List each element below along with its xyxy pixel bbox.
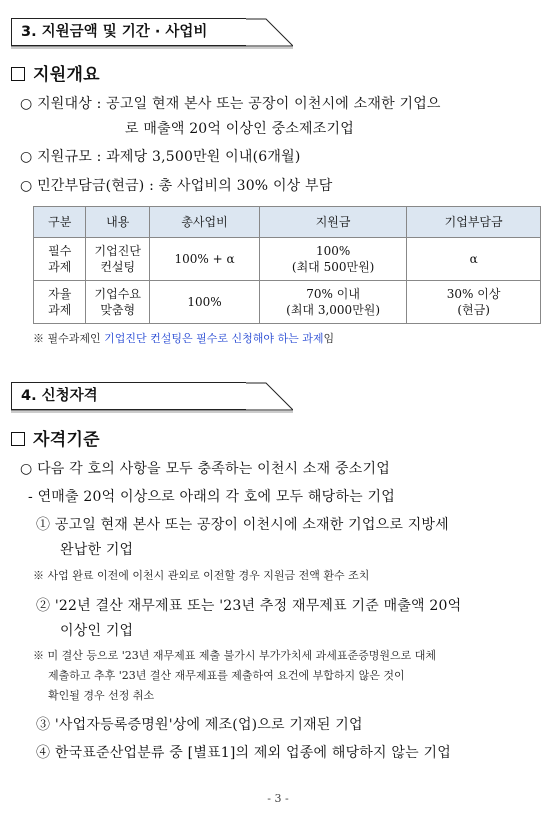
criteria-item-1-cont: 완납한 기업: [60, 542, 134, 558]
criteria-heading: 자격기준: [11, 425, 100, 450]
table-cell: 기업진단 컨설팅: [86, 238, 150, 281]
criteria-item-2-cont: 이상인 기업: [60, 623, 134, 639]
table-cell: 30% 이상 (현금): [407, 281, 541, 324]
support-scale-line: ○ 지원규모 : 과제당 3,500만원 이내(6개월): [20, 149, 301, 165]
section-3-title: 3. 지원금액 및 기간 · 사업비: [11, 18, 246, 46]
relocation-note: ※ 사업 완료 이전에 이천시 관외로 이전할 경우 지원금 전액 환수 조치: [33, 569, 370, 582]
table-header-cell: 총사업비: [150, 207, 260, 238]
table-cell: 100% (최대 500만원): [259, 238, 406, 281]
table-cell: 기업수요 맞춤형: [86, 281, 150, 324]
note-highlight: 기업진단 컨설팅은 필수로 신청해야 하는 과제: [104, 332, 324, 345]
table-header-cell: 기업부담금: [407, 207, 541, 238]
financial-statement-note-cont: 확인될 경우 선정 취소: [48, 689, 155, 702]
support-target-line: ○ 지원대상 : 공고일 현재 본사 또는 공장이 이천시에 소재한 기업으: [20, 96, 441, 112]
page-number: - 3 -: [267, 792, 289, 805]
criteria-line: - 연매출 20억 이상으로 아래의 각 호에 모두 해당하는 기업: [28, 489, 395, 505]
section-4-title: 4. 신청자격: [11, 382, 246, 410]
section-4-header: [11, 382, 293, 414]
table-header-cell: 지원금: [259, 207, 406, 238]
square-bullet-icon: [11, 432, 25, 446]
support-table: [33, 206, 541, 324]
financial-statement-note: ※ 미 결산 등으로 '23년 재무제표 제출 불가시 부가가치세 과세표준증명원으로 대체: [33, 649, 437, 662]
criteria-line: ○ 다음 각 호의 사항을 모두 충족하는 이천시 소재 중소기업: [20, 461, 390, 477]
section-3-header: [11, 18, 293, 50]
table-header-cell: 내용: [86, 207, 150, 238]
table-cell: 70% 이내 (최대 3,000만원): [259, 281, 406, 324]
mandatory-task-note: ※ 필수과제인 기업진단 컨설팅은 필수로 신청해야 하는 과제임: [33, 332, 335, 345]
support-target-line-cont: 로 매출액 20억 이상인 중소제조기업: [125, 121, 354, 137]
criteria-item-4: ④ 한국표준산업분류 중 [별표1]의 제외 업종에 해당하지 않는 기업: [36, 745, 451, 761]
square-bullet-icon: [11, 67, 25, 81]
criteria-item-1: ① 공고일 현재 본사 또는 공장이 이천시에 소재한 기업으로 지방세: [36, 517, 449, 533]
table-row: [34, 281, 541, 324]
private-share-line: ○ 민간부담금(현금) : 총 사업비의 30% 이상 부담: [20, 178, 333, 194]
criteria-item-3: ③ '사업자등록증명원'상에 제조(업)으로 기재된 기업: [36, 717, 363, 733]
table-cell: 100%: [150, 281, 260, 324]
table-cell: 100% + α: [150, 238, 260, 281]
criteria-item-2: ② '22년 결산 재무제표 또는 '23년 추정 재무제표 기준 매출액 20억: [36, 598, 462, 614]
overview-heading: 지원개요: [11, 60, 100, 85]
table-cell: 필수 과제: [34, 238, 86, 281]
table-header-row: [34, 207, 541, 238]
financial-statement-note-cont: 제출하고 추후 '23년 결산 재무제표를 제출하여 요건에 부합하지 않은 것이: [48, 669, 405, 682]
table-row: [34, 238, 541, 281]
table-header-cell: 구분: [34, 207, 86, 238]
table-cell: 자율 과제: [34, 281, 86, 324]
table-cell: α: [407, 238, 541, 281]
